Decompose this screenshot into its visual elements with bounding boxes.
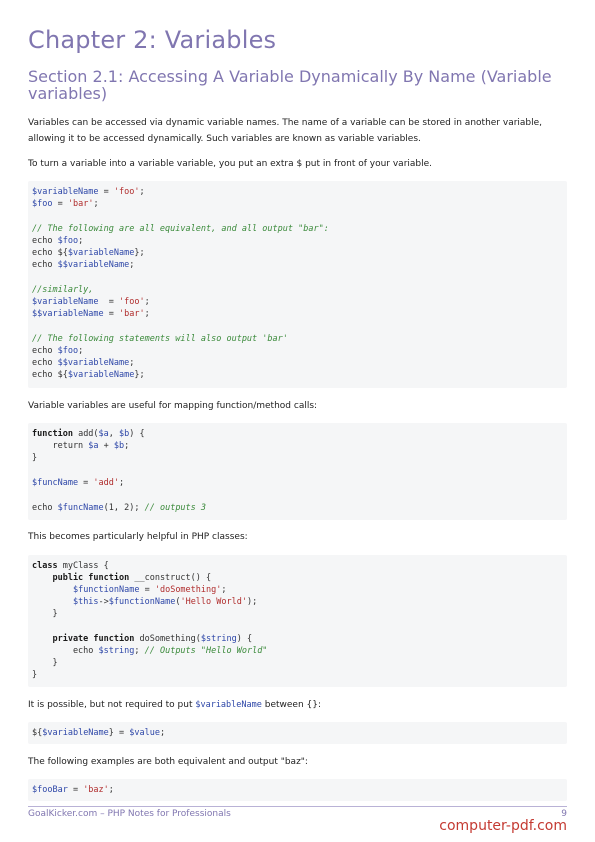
code-line: $functionName = 'doSomething'; bbox=[72, 585, 227, 595]
code-line: echo $foo; bbox=[32, 236, 84, 246]
code-block-foobar bbox=[28, 779, 567, 801]
baz-paragraph: The following examples are both equivalent and output "baz": bbox=[28, 757, 308, 767]
footer-text: GoalKicker.com – PHP Notes for Professionals bbox=[28, 809, 231, 819]
code-line: $variableName = 'foo'; bbox=[32, 187, 145, 197]
code-line: ${$variableName} = $value; bbox=[32, 728, 166, 738]
inline-code: $variableName bbox=[195, 700, 262, 710]
code-line: echo $string; // Outputs "Hello World" bbox=[32, 646, 268, 656]
code-comment: // The following are all equivalent, and all output "bar": bbox=[32, 224, 329, 234]
code-line: } bbox=[32, 609, 58, 619]
possible-paragraph: It is possible, but not required to put $variableName between {}: bbox=[28, 700, 321, 710]
watermark: computer-pdf.com bbox=[439, 818, 567, 834]
useful-paragraph: Variable variables are useful for mapping function/method calls: bbox=[28, 401, 318, 411]
code-line: } bbox=[32, 658, 58, 668]
code-block-function-call bbox=[28, 423, 567, 520]
footer-divider bbox=[28, 806, 567, 807]
code-line: echo $foo; bbox=[32, 346, 84, 356]
code-block-braces bbox=[28, 722, 567, 744]
classes-paragraph: This becomes particularly helpful in PHP classes: bbox=[28, 532, 248, 542]
code-line: $fooBar = 'baz'; bbox=[32, 785, 114, 795]
code-block-variable-variables bbox=[28, 181, 567, 388]
code-line: $foo = 'bar'; bbox=[32, 199, 99, 209]
chapter-title: Chapter 2: Variables bbox=[28, 26, 277, 54]
code-line: private function doSomething($string) { bbox=[32, 634, 253, 644]
code-line: class myClass { bbox=[32, 561, 109, 571]
turn-paragraph: To turn a variable into a variable variable, you put an extra $ put in front of your variable. bbox=[28, 159, 433, 169]
code-line: $$variableName = 'bar'; bbox=[32, 309, 150, 319]
code-line: $this->$functionName('Hello World'); bbox=[72, 597, 258, 607]
code-line: $variableName = 'foo'; bbox=[32, 297, 150, 307]
code-line: echo ${$variableName}; bbox=[32, 248, 145, 258]
code-line: public function __construct() { bbox=[32, 573, 212, 583]
code-line: echo ${$variableName}; bbox=[32, 370, 145, 380]
code-line: $funcName = 'add'; bbox=[32, 478, 125, 488]
code-line: echo $$variableName; bbox=[32, 260, 135, 270]
code-line: } bbox=[32, 670, 38, 680]
code-line: } bbox=[32, 453, 38, 463]
code-line: return $a + $b; bbox=[32, 441, 130, 451]
section-title: Section 2.1: Accessing A Variable Dynamically By Name (Variable variables) bbox=[28, 67, 552, 103]
code-line: echo $funcName(1, 2); // outputs 3 bbox=[32, 503, 207, 513]
code-comment: // The following statements will also output 'bar' bbox=[32, 334, 288, 344]
code-line: function add($a, $b) { bbox=[32, 429, 145, 439]
code-comment: //similarly, bbox=[32, 285, 94, 295]
code-line: echo $$variableName; bbox=[32, 358, 135, 368]
page-number: 9 bbox=[561, 809, 567, 819]
intro-paragraph: Variables can be accessed via dynamic variable names. The name of a variable can be stored in another variable, allowing it to be accessed dynamically. Such variables are known as variable variables. bbox=[28, 118, 543, 144]
code-block-class bbox=[28, 555, 567, 687]
